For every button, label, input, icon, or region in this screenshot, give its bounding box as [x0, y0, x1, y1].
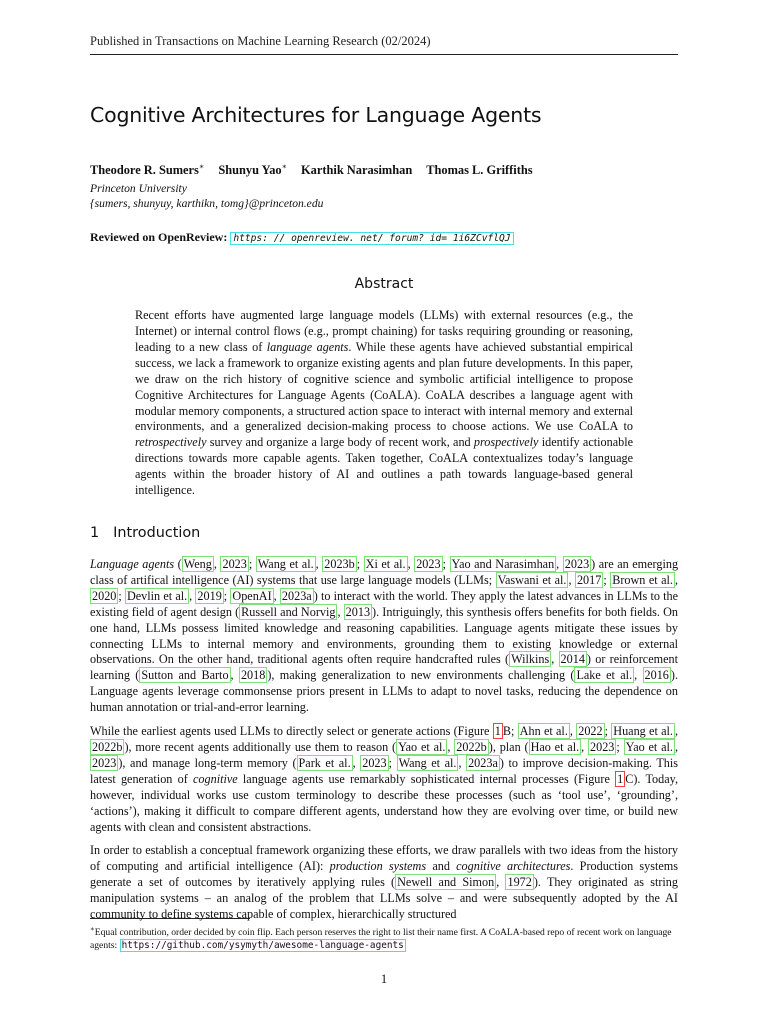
text-run: , — [407, 557, 415, 571]
citation-link[interactable]: Hao et al. — [530, 739, 580, 754]
text-run: ; — [356, 557, 364, 571]
text-run: ), and manage long-term memory ( — [118, 755, 297, 770]
citation-link[interactable]: 2017 — [576, 572, 602, 587]
citation-link[interactable]: 2023 — [564, 557, 590, 571]
text-run: ). Language agents leverage commonsense priors present in LLMs to adapt to novel tasks, reducing the dependence on human annotation or trial-and-error learning. — [90, 668, 678, 715]
citation-link[interactable]: Xi et al. — [365, 557, 406, 571]
text-run: , — [674, 724, 679, 739]
author — [301, 163, 412, 177]
citation-link[interactable]: 2019 — [197, 588, 222, 603]
author — [90, 163, 204, 177]
affiliation: Princeton University — [90, 182, 187, 196]
header — [90, 0, 678, 55]
term-emphasis: cognitive — [193, 771, 238, 786]
text-run: , — [315, 557, 323, 571]
citation-link[interactable]: 2023 — [362, 755, 387, 770]
figure-ref-link[interactable]: 1 — [617, 771, 624, 786]
text-run: ( — [174, 557, 182, 571]
citation-link[interactable]: 2022b — [92, 739, 123, 754]
citation-link[interactable]: Wang et al. — [257, 557, 314, 571]
text-run: , — [556, 557, 563, 571]
text-run: . Production systems generate a set of outcomes by iteratively applying rules ( — [90, 859, 678, 890]
affiliation-block — [90, 181, 678, 211]
citation-link[interactable]: Wang et al. — [398, 755, 457, 770]
text-run: ). They originated as string manipulation systems – an analog of the problem that LLMs solve – and were subsequently adopted by the AI community to define systems capable of complex, hierarchically structured — [90, 875, 678, 922]
abstract-emphasis: retrospectively — [135, 435, 207, 450]
citation-link[interactable]: OpenAI — [232, 588, 272, 603]
text-run: ; — [223, 588, 231, 603]
section-body — [90, 557, 678, 923]
text-run: , — [189, 588, 196, 603]
author-emails: {sumers, shunyuy, karthikn, tomg}@princeton.edu — [90, 197, 324, 211]
text-run: , — [496, 875, 506, 890]
author-list — [90, 162, 678, 178]
text-run: , — [551, 652, 559, 667]
citation-link[interactable]: Russell and Norvig — [241, 604, 336, 619]
citation-link[interactable]: Newell and Simon — [397, 875, 495, 890]
citation-link[interactable]: Yao and Narasimhan — [451, 557, 555, 571]
section-heading — [90, 525, 678, 541]
text-run: , — [447, 739, 455, 754]
paragraph — [90, 557, 678, 716]
citation-link[interactable]: 2022 — [578, 724, 603, 739]
review-label: Reviewed on OpenReview: — [90, 230, 228, 245]
footnote-mark: ∗ — [90, 925, 95, 933]
citation-link[interactable]: 2020 — [92, 588, 117, 603]
author-name: Karthik Narasimhan — [301, 163, 413, 178]
author-name: Shunyu Yao — [218, 163, 282, 178]
text-run: ; — [442, 557, 450, 571]
citation-link[interactable]: Vaswani et al. — [497, 572, 567, 587]
text-run: , — [352, 755, 361, 770]
text-run: , — [581, 739, 589, 754]
text-run: ). Intriguingly, this synthesis offers benefits for both fields. On one hand, LLMs possess limited knowledge and reasoning capabilities. Language agents mitigate these issues by connecting LLMs to internal memory and environments, grounding them to existing knowledge or external observations. On the other hand, traditional agents often require handcrafted rules ( — [90, 604, 678, 667]
text-run: and — [426, 859, 457, 874]
text-run: ) or reinforcement learning ( — [90, 652, 678, 683]
abstract-text-run: . While these agents have achieved substantial empirical success, we lack a framework to organize existing agents and plan future developments. In this paper, we draw on the rich history of cognitive science and symbolic artificial intelligence to propose Cognitive Architectures for Language Agents (CoALA). CoALA describes a language agent with modular memory components, a structured action space to interact with internal memory and external environments, and a generalized decision-making process to choose actions. We use CoALA to — [135, 339, 633, 434]
footnote-text: Equal contribution, order decided by coin flip. Each person reserves the right to list their name first. A CoALA-based repo of recent work on language agents: — [90, 927, 672, 951]
citation-link[interactable]: 2023 — [222, 557, 247, 571]
citation-link[interactable]: Yao et al. — [398, 739, 446, 754]
paper-page — [90, 0, 678, 931]
citation-link[interactable]: Lake et al. — [576, 668, 633, 683]
text-run: ), making generalization to new environments challenging ( — [267, 668, 575, 683]
term-emphasis: production systems — [329, 859, 427, 874]
text-run: ; — [604, 724, 612, 739]
author-name: Thomas L. Griffiths — [426, 163, 533, 178]
text-run: ) are an emerging class of artifical intelligence (AI) systems that use large language models (LLMs; — [90, 557, 679, 587]
text-run: ; — [248, 557, 256, 571]
citation-link[interactable]: 2023 — [92, 755, 117, 770]
footnote-rule — [90, 918, 250, 919]
section-title: Introduction — [113, 525, 201, 541]
citation-link[interactable]: 2023 — [416, 557, 441, 571]
paper-title: Cognitive Architectures for Language Agents — [90, 103, 542, 127]
abstract-emphasis: language agents — [266, 339, 349, 354]
text-run: ) to interact with the world. They apply the latest advances in LLMs to the existing field of agent design ( — [90, 588, 679, 619]
text-run: , — [337, 604, 344, 619]
text-run: , — [213, 557, 221, 571]
text-run: , — [674, 572, 678, 587]
author-name: Theodore R. Sumers — [90, 163, 199, 178]
text-run: ; — [118, 588, 125, 603]
paragraph — [90, 724, 678, 835]
text-run: B; — [502, 724, 518, 739]
page-number: 1 — [380, 972, 388, 986]
repo-link[interactable]: https://github.com/ysymyth/awesome-language-agents — [121, 939, 404, 951]
citation-link[interactable]: 2023 — [590, 739, 615, 754]
abstract-text — [135, 308, 633, 499]
review-line — [90, 230, 678, 245]
text-run: While the earliest agents used LLMs to directly select or generate actions (Figure — [90, 724, 493, 739]
text-run: In order to establish a conceptual framework organizing these efforts, we draw parallels with two ideas from the history of computing and artificial intelligence (AI): — [90, 843, 678, 874]
citation-link[interactable]: 1972 — [507, 875, 532, 890]
citation-link[interactable]: 2018 — [240, 668, 266, 683]
author — [218, 163, 287, 177]
citation-link[interactable]: Sutton and Barto — [141, 668, 229, 683]
abstract-emphasis: prospectively — [473, 435, 539, 450]
citation-link[interactable]: 2023a — [281, 588, 312, 603]
citation-link[interactable]: Ahn et al. — [519, 724, 568, 739]
abstract-text-run: survey and organize a large body of recent work, and — [206, 435, 474, 450]
text-run: , — [230, 668, 239, 683]
text-run: , — [458, 755, 467, 770]
citation-link[interactable]: 2016 — [644, 668, 669, 683]
citation-link[interactable]: 2023a — [468, 755, 498, 770]
text-run: , — [569, 724, 577, 739]
author — [426, 163, 532, 177]
citation-link[interactable]: Weng — [183, 557, 212, 571]
citation-link[interactable]: Brown et al. — [612, 572, 673, 587]
text-run: ; — [616, 739, 624, 754]
text-run: ; — [388, 755, 397, 770]
text-run: , — [634, 668, 643, 683]
abstract-text-run: identify actionable directions towards more capable agents. Taken together, CoALA contextualizes today’s language agents within the broader history of AI and outlines a path towards language-based general intelligence. — [135, 435, 633, 498]
citation-link[interactable]: 2023b — [324, 557, 355, 571]
abstract-heading: Abstract — [354, 276, 414, 293]
running-head: Published in Transactions on Machine Learning Research (02/2024) — [90, 34, 431, 48]
citation-link[interactable]: Park et al. — [298, 755, 351, 770]
text-run: ), plan ( — [488, 739, 529, 754]
abstract-text-run: Recent efforts have augmented large language models (LLMs) with external resources (e.g., the Internet) or internal control flows (e.g., prompt chaining) for tasks requiring grounding or reasoning, leading to a new class of — [135, 308, 633, 354]
text-run: ; — [603, 572, 611, 587]
text-run: , — [674, 739, 679, 754]
text-run: , — [568, 572, 575, 587]
term-emphasis: Language agents — [90, 557, 175, 571]
term-emphasis: cognitive architectures — [456, 859, 571, 874]
citation-link[interactable]: Wilkins — [511, 652, 550, 667]
text-run: ), more recent agents additionally use them to reason ( — [124, 739, 397, 754]
footnote — [90, 923, 678, 952]
citation-link[interactable]: Yao et al. — [625, 739, 673, 754]
text-run: , — [273, 588, 280, 603]
text-run: C). Today, however, individual works use custom terminology to describe these processes (such as ‘tool use’, ‘grounding’, ‘actions’), making it difficult to compare different agents, understand how they are evolving over time, or build new agents with clean and consistent abstractions. — [90, 771, 678, 834]
citation-link[interactable]: 2022b — [456, 739, 487, 754]
equal-contribution-mark: ∗ — [281, 162, 288, 171]
openreview-link[interactable]: https: // openreview. net/ forum? id= 1i6ZCvflQJ — [230, 232, 513, 245]
citation-link[interactable]: 2013 — [345, 604, 371, 619]
text-run: ) to improve decision-making. This latest generation of — [90, 755, 678, 786]
citation-link[interactable]: Huang et al. — [613, 724, 673, 739]
citation-link[interactable]: Devlin et al. — [126, 588, 188, 603]
citation-link[interactable]: 2014 — [560, 652, 585, 667]
text-run: language agents use remarkably sophisticated internal processes (Figure — [237, 771, 616, 786]
equal-contribution-mark: ∗ — [198, 162, 205, 171]
paragraph — [90, 843, 678, 923]
figure-ref-link[interactable]: 1 — [494, 724, 501, 739]
section-number: 1 — [90, 525, 100, 541]
